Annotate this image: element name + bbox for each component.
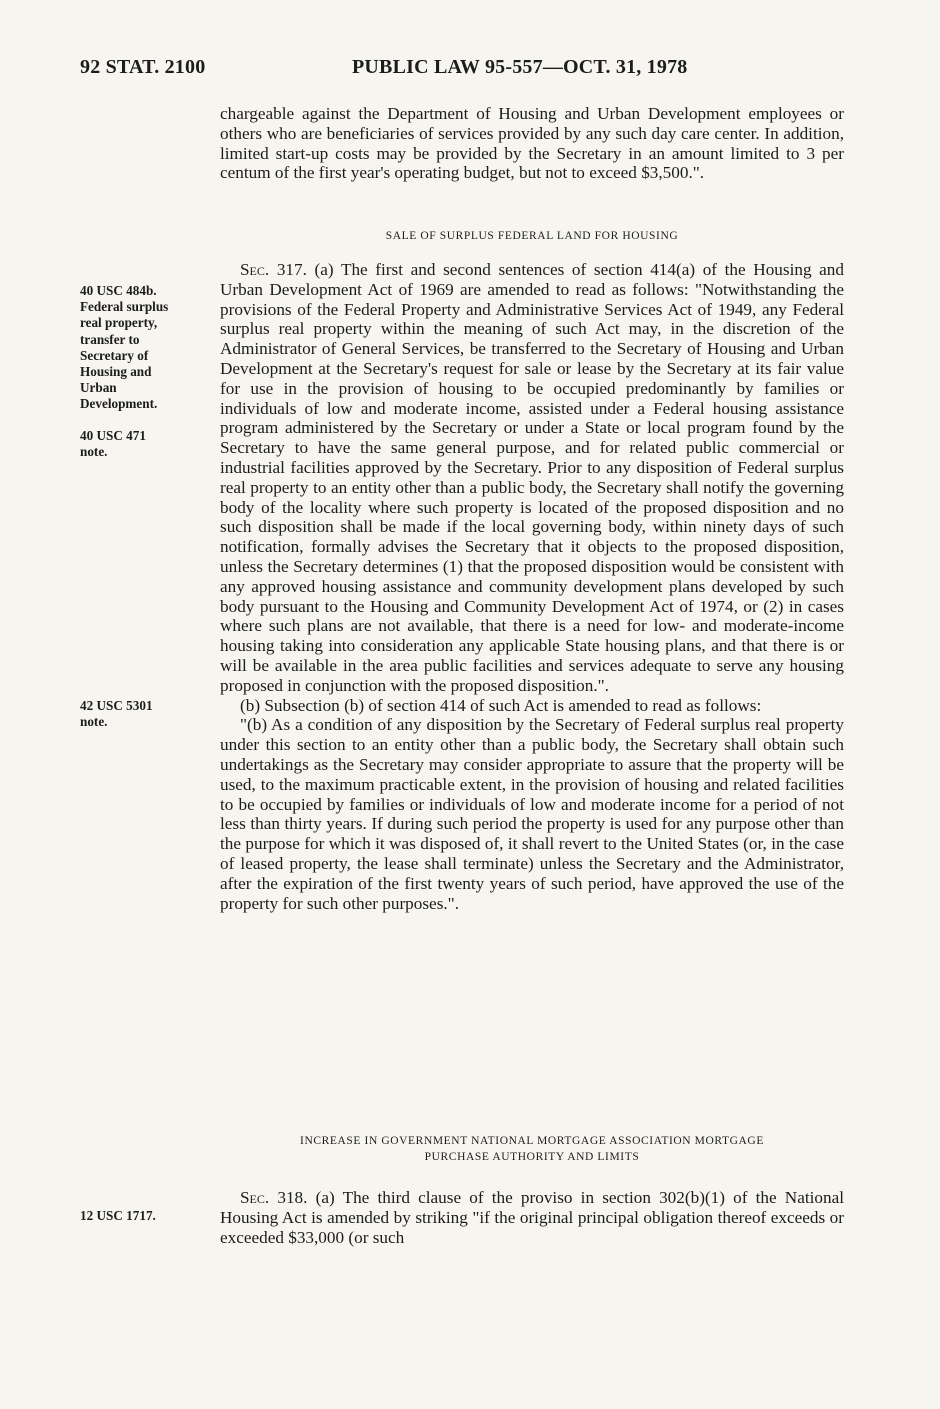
margin-note-line: 40 USC 471	[80, 428, 146, 443]
section-318-heading-line-2: PURCHASE AUTHORITY AND LIMITS	[424, 1151, 640, 1163]
continuation-paragraph	[220, 104, 844, 183]
section-317-heading: SALE OF SURPLUS FEDERAL LAND FOR HOUSING	[385, 230, 679, 242]
running-header	[80, 56, 850, 82]
margin-note-line: Development.	[80, 396, 158, 412]
section-317-paragraph-a	[220, 260, 844, 696]
margin-note-12usc1717	[80, 1208, 210, 1224]
margin-note-42usc5301	[80, 698, 210, 730]
section-317-paragraph-b: (b) Subsection (b) of section 414 of such Act is amended to read as follows:	[240, 695, 762, 715]
margin-note-line: 12 USC 1717.	[80, 1208, 156, 1223]
section-318-label: Sec. 318.	[240, 1188, 308, 1207]
margin-note-line: 42 USC 5301	[80, 698, 153, 713]
section-318-heading	[220, 1133, 844, 1165]
section-317-body	[220, 260, 844, 913]
section-317-paragraph-b-quote: "(b) As a condition of any disposition by the Secretary of Federal surplus real property under this section to an entity other than a public body, the Secretary shall obtain such undertakings as the Secretary may consider appropriate to assure that the property will be used, to the maximum practicable extent, in the provision of housing and related facilities to be occupied by families or individuals of low and moderate income for a period of not less than thirty years. If during such period the property is used for any purpose other than the purpose for which it was disposed of, it shall revert to the United States (or, in the case of leased property, the lease shall terminate) unless the Secretary and the Administrator, after the expiration of the first twenty years of such period, have approved the use of the property for such other purposes.".	[220, 715, 844, 913]
margin-note-line: Housing and	[80, 364, 152, 380]
margin-note-40usc484b	[80, 283, 210, 413]
margin-note-line: note.	[80, 714, 108, 730]
continuation-text: chargeable against the Department of Housing and Urban Development employees or others who are beneficiaries of services provided by any such day care center. In addition, limited start-up costs may be provided by the Secretary in an amount limited to 3 per centum of the first year's operating budget, but not to exceed $3,500.".	[220, 104, 844, 183]
margin-note-line: Urban	[80, 380, 117, 396]
margin-note-line: transfer to	[80, 331, 140, 347]
section-318-heading-line-1: INCREASE IN GOVERNMENT NATIONAL MORTGAGE ASSOCIATION MORTGAGE	[300, 1135, 764, 1147]
section-317-a-text: (a) The first and second sentences of section 414(a) of the Housing and Urban Development Act of 1969 are amended to read as follows: "Notwithstanding the provisions of the Federal Property and Administrative Services Act of 1949, any Federal surplus real property within the meaning of such Act may, in the discretion of the Administrator of General Services, be transferred to the Secretary of Housing and Urban Development at the Secretary's request for sale or lease by the Secretary at its fair value for use in the provision of housing to be occupied predominantly by families or individuals of low and moderate income, assisted under a Federal housing assistance program administered by the Secretary or under a State or local program found by the Secretary to have the same general purpose, and for related public commercial or industrial facilities approved by the Secretary. Prior to any disposition of Federal surplus real property to an entity other than a public body, the Secretary shall notify the governing body of the locality where such property is located of the proposed disposition and no such disposition shall be made if the local governing body, within ninety days of such notification, formally advises the Secretary that it objects to the proposed disposition, unless the Secretary determines (1) that the proposed disposition would be consistent with any approved housing assistance and community development plans developed by such body pursuant to the Housing and Community Development Act of 1974, or (2) in cases where such plans are not available, that there is a need for low- and moderate-income housing taking into consideration any applicable State housing plans, and that there is or will be available in the area public facilities and services adequate to serve any housing proposed in conjunction with the proposed disposition.".	[220, 260, 844, 695]
section-317-label: Sec. 317.	[240, 260, 307, 279]
margin-note-line: Secretary of	[80, 347, 149, 363]
section-318-body	[220, 1188, 844, 1247]
margin-note-40usc471	[80, 428, 210, 460]
margin-note-line: Federal surplus	[80, 299, 169, 315]
running-title: PUBLIC LAW 95-557—OCT. 31, 1978	[352, 56, 688, 78]
margin-note-line: 40 USC 484b.	[80, 283, 157, 298]
margin-note-line: real property,	[80, 315, 158, 331]
section-318-a-text: (a) The third clause of the proviso in section 302(b)(1) of the National Housing Act is amended by striking "if the original principal obligation thereof exceeds or exceeded $33,000 (or such	[220, 1188, 844, 1247]
margin-note-line: note.	[80, 444, 108, 460]
section-318-paragraph-a	[220, 1188, 844, 1247]
statute-page-number: 92 STAT. 2100	[80, 56, 206, 78]
